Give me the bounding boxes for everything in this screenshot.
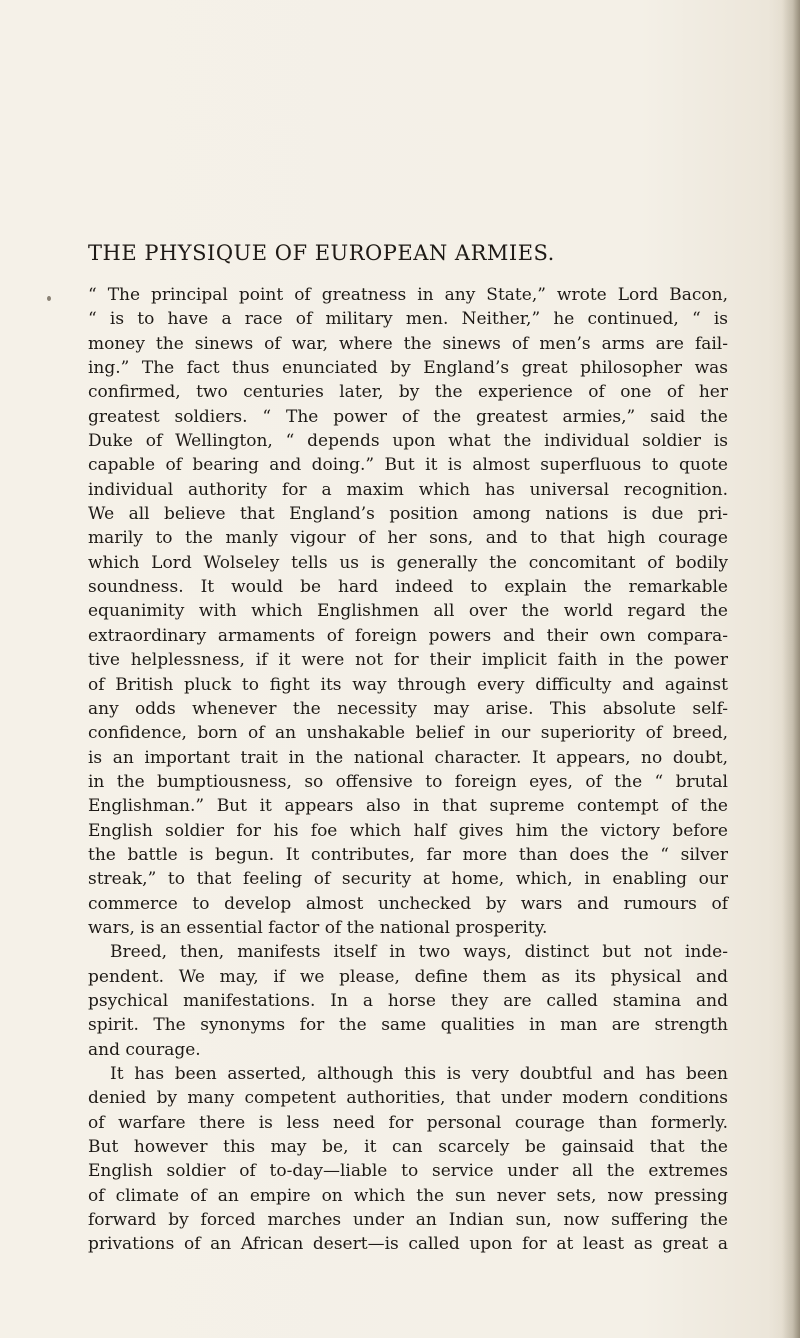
text-line: and courage.: [88, 1039, 201, 1060]
text-line: in the bumptiousness, so offensive to foreign eyes, of the “ brutal: [88, 771, 728, 792]
text-line: of climate of an empire on which the sun never sets, now pressing: [88, 1185, 728, 1206]
text-line: English soldier of to-day—liable to service under all the extremes: [88, 1161, 728, 1182]
text-line: psychical manifestations. In a horse they are called stamina and: [88, 990, 728, 1011]
text-line: “ is to have a race of military men. Neither,” he continued, “ is: [88, 309, 728, 330]
text-line: It has been asserted, although this is very doubtful and has been: [110, 1064, 728, 1084]
text-line: pendent. We may, if we please, define them as its physical and: [88, 966, 728, 987]
text-line: capable of bearing and doing.” But it is almost superfluous to quote: [88, 455, 728, 476]
text-line: any odds whenever the necessity may arise. This absolute self-: [88, 698, 728, 719]
text-line: English soldier for his foe which half gives him the victory before: [88, 820, 728, 841]
text-line: Duke of Wellington, “ depends upon what the individual soldier is: [88, 431, 728, 452]
page-edge-shadow: [782, 0, 800, 1338]
text-line: Englishman.” But it appears also in that supreme contempt of the: [88, 796, 728, 817]
text-line: privations of an African desert—is called upon for at least as great a: [88, 1234, 728, 1255]
text-line: confidence, born of an unshakable belief in our superiority of breed,: [88, 723, 728, 744]
text-line: “ The principal point of greatness in any State,” wrote Lord Bacon,: [88, 285, 728, 305]
text-line: ing.” The fact thus enunciated by England’s great philosopher was: [88, 358, 728, 379]
text-line: tive helplessness, if it were not for their implicit faith in the power: [88, 650, 728, 671]
text-line: the battle is begun. It contributes, far more than does the “ silver: [88, 844, 728, 865]
text-line: denied by many competent authorities, that under modern conditions: [88, 1088, 728, 1109]
text-line: confirmed, two centuries later, by the experience of one of her: [88, 382, 728, 403]
text-line: extraordinary armaments of foreign powers and their own compara-: [88, 625, 728, 646]
text-line: wars, is an essential factor of the national prosperity.: [88, 917, 548, 938]
text-line: forward by forced marches under an Indian sun, now suffering the: [88, 1210, 728, 1231]
page-heading: THE PHYSIQUE OF EUROPEAN ARMIES.: [88, 241, 555, 265]
text-line: spirit. The synonyms for the same qualities in man are strength: [88, 1015, 728, 1036]
text-line: individual authority for a maxim which has universal recognition.: [88, 479, 728, 500]
text-line: which Lord Wolseley tells us is generally the concomitant of bodily: [88, 552, 728, 573]
text-line: Breed, then, manifests itself in two ways, distinct but not inde-: [110, 942, 728, 963]
paper-speck: [47, 296, 51, 301]
body-text: [88, 283, 728, 1257]
text-line: marily to the manly vigour of her sons, and to that high courage: [88, 528, 728, 549]
text-line: commerce to develop almost unchecked by wars and rumours of: [88, 893, 728, 914]
text-line: is an important trait in the national character. It appears, no doubt,: [88, 747, 728, 768]
text-line: We all believe that England’s position among nations is due pri-: [88, 504, 728, 525]
text-line: streak,” to that feeling of security at home, which, in enabling our: [88, 869, 728, 890]
text-line: equanimity with which Englishmen all over the world regard the: [88, 601, 728, 622]
text-line: money the sinews of war, where the sinews of men’s arms are fail-: [88, 333, 728, 354]
text-line: greatest soldiers. “ The power of the greatest armies,” said the: [88, 406, 728, 427]
text-line: soundness. It would be hard indeed to explain the remarkable: [88, 577, 728, 598]
text-line: But however this may be, it can scarcely be gainsaid that the: [88, 1137, 728, 1158]
text-line: of warfare there is less need for personal courage than formerly.: [88, 1112, 728, 1133]
text-line: of British pluck to fight its way through every difficulty and against: [88, 674, 728, 695]
